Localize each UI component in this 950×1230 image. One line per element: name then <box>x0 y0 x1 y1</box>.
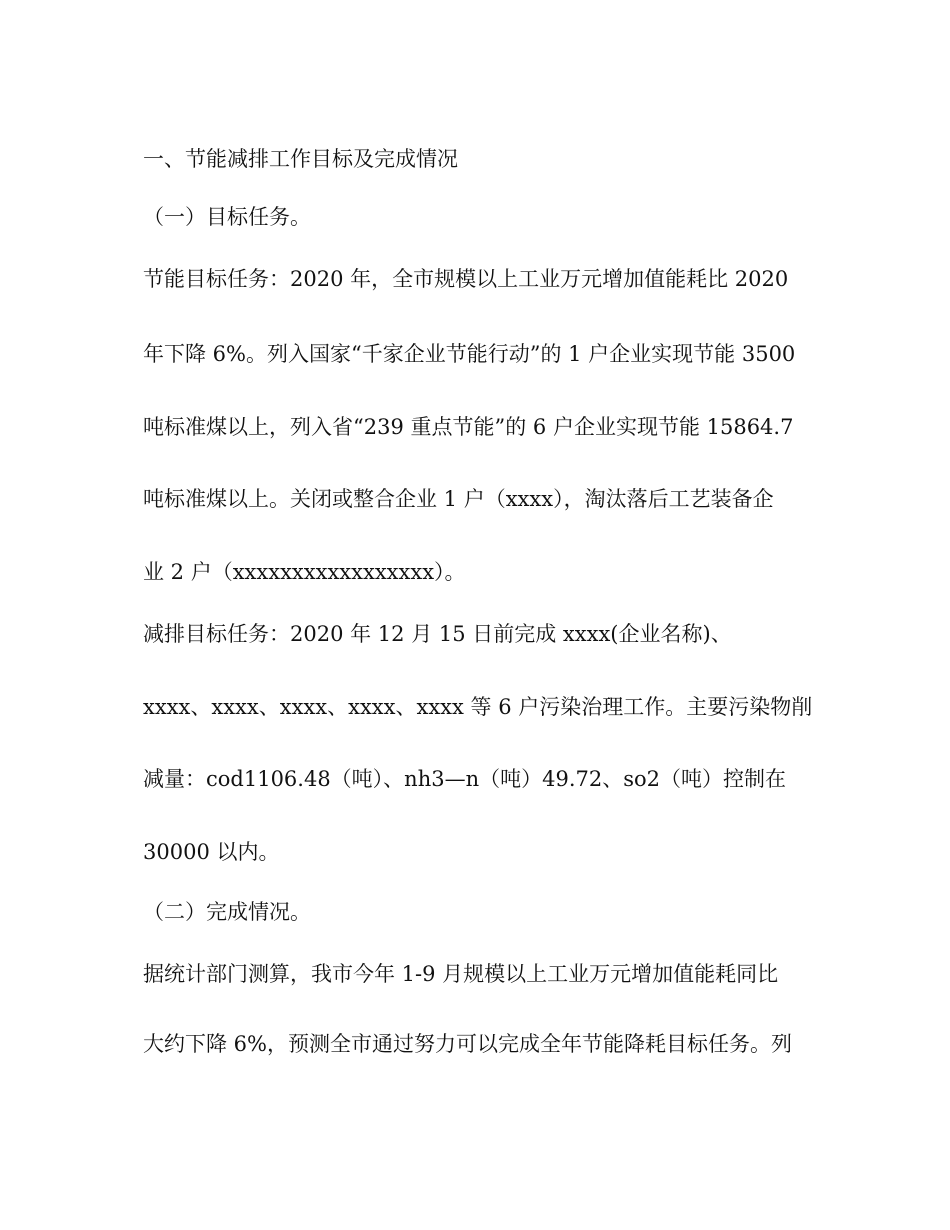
paragraph-line: 大约下降 6%，预测全市通过努力可以完成全年节能降耗目标任务。列 <box>143 1032 792 1056</box>
paragraph-line: 业 2 户（xxxxxxxxxxxxxxxxx）。 <box>143 560 466 584</box>
subsection-heading-completion: （二）完成情况。 <box>143 900 311 924</box>
paragraph-line: 吨标准煤以上。关闭或整合企业 1 户（xxxx），淘汰落后工艺装备企 <box>143 487 774 511</box>
section-heading: 一、节能减排工作目标及完成情况 <box>143 147 458 171</box>
paragraph-line: xxxx、xxxx、xxxx、xxxx、xxxx 等 6 户污染治理工作。主要污染物削 <box>143 695 813 719</box>
paragraph-line: 减量：cod1106.48（吨）、nh3—n（吨）49.72、so2（吨）控制在 <box>143 767 787 791</box>
paragraph-line: 吨标准煤以上，列入省“239 重点节能”的 6 户企业实现节能 15864.7 <box>143 415 794 439</box>
paragraph-line: 据统计部门测算，我市今年 1-9 月规模以上工业万元增加值能耗同比 <box>143 962 779 986</box>
paragraph-line: 减排目标任务：2020 年 12 月 15 日前完成 xxxx(企业名称)、 <box>143 622 732 646</box>
paragraph-line: 节能目标任务：2020 年，全市规模以上工业万元增加值能耗比 2020 <box>143 267 789 291</box>
subsection-heading-targets: （一）目标任务。 <box>143 205 311 229</box>
paragraph-line: 30000 以内。 <box>143 840 280 864</box>
paragraph-line: 年下降 6%。列入国家“千家企业节能行动”的 1 户企业实现节能 3500 <box>143 342 796 366</box>
